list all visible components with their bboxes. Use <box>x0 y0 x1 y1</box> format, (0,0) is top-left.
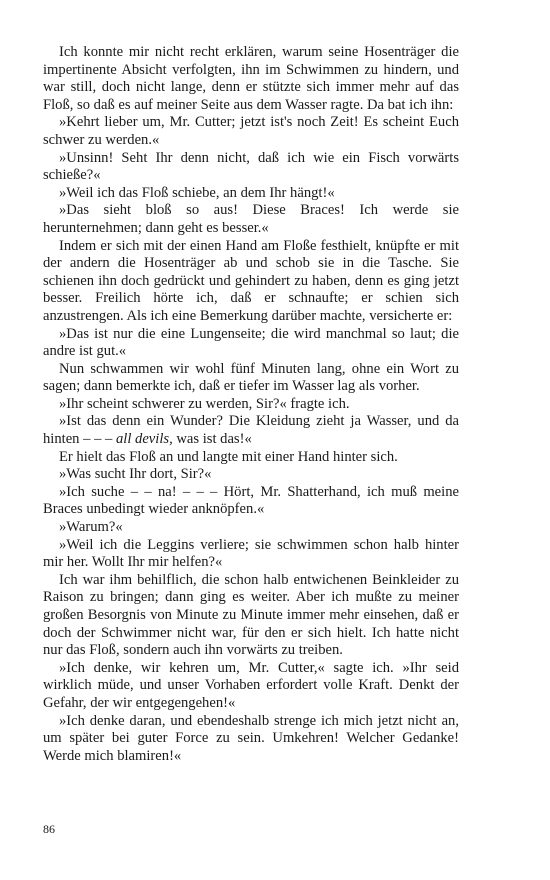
paragraph: »Weil ich die Leggins verliere; sie schwimmen schon halb hinter mir her. Wollt Ihr mir helfen?« <box>43 536 459 571</box>
paragraph: »Weil ich das Floß schiebe, an dem Ihr hängt!« <box>59 184 335 201</box>
paragraph: »Ich denke, wir kehren um, Mr. Cutter,« sagte ich. »Ihr seid wirklich müde, und unser Vorhaben erfordert volle Kraft. Denkt der Gefahr, der wir entgegengehen!« <box>43 659 459 711</box>
italic-phrase: all devils, <box>115 431 173 448</box>
paragraph: Er hielt das Floß an und langte mit einer Hand hinter sich. <box>59 448 398 465</box>
paragraph <box>43 413 459 448</box>
paragraph-text: was ist das!« <box>172 431 252 448</box>
page-number: 86 <box>43 822 55 836</box>
paragraph-text: »Ist das denn ein Wunder? Die Kleidung zieht ja Wasser, und da hinten – – – <box>43 413 459 448</box>
paragraph: Indem er sich mit der einen Hand am Floße festhielt, knüpfte er mit der andern die Hosenträger ab und schob sie in die Tasche. Sie schienen ihn doch gedrückt und gehindert zu haben, denn es ging jetzt besser. Freilich hörte ich, daß er schnaufte; er schien sich anzustrengen. Als ich eine Bemerkung darüber machte, versicherte er: <box>43 237 459 324</box>
paragraph: »Ich suche – – na! – – – Hört, Mr. Shatterhand, ich muß meine Braces unbedingt wieder anknöpfen.« <box>43 483 459 518</box>
paragraph: »Ihr scheint schwerer zu werden, Sir?« fragte ich. <box>59 395 350 412</box>
paragraph: »Warum?« <box>59 519 123 536</box>
paragraph: »Was sucht Ihr dort, Sir?« <box>59 466 212 483</box>
paragraph: Ich war ihm behilflich, die schon halb entwichenen Beinkleider zu Raison zu bringen; dann ging es weiter. Aber ich mußte zu meiner großen Besorgnis von Minute zu Minute immer mehr einsehen, daß er doch der Schwimmer nicht war, für den er sich hielt. Ich hatte nicht nur das Floß, sondern auch ihn vorwärts zu treiben. <box>43 571 459 659</box>
book-page-body <box>43 44 459 765</box>
paragraph: »Unsinn! Seht Ihr denn nicht, daß ich wie ein Fisch vorwärts schieße?« <box>43 149 459 184</box>
paragraph: Ich konnte mir nicht recht erklären, warum seine Hosenträger die impertinente Absicht verfolgten, ihn im Schwimmen zu hindern, und war still, doch nicht lange, denn er stützte sich immer mehr auf das Floß, so daß es auf meiner Seite aus dem Wasser ragte. Da bat ich ihn: <box>43 44 459 113</box>
paragraph: »Ich denke daran, und ebendeshalb strenge ich mich jetzt nicht an, um später bei guter Force zu sein. Umkehren! Welcher Gedanke! Werde mich blamiren!« <box>43 712 459 764</box>
paragraph: »Kehrt lieber um, Mr. Cutter; jetzt ist's noch Zeit! Es scheint Euch schwer zu werden.« <box>43 114 459 148</box>
paragraph: »Das ist nur die eine Lungenseite; die wird manchmal so laut; die andre ist gut.« <box>43 325 459 360</box>
paragraph: »Das sieht bloß so aus! Diese Braces! Ich werde sie herunternehmen; dann geht es besser.« <box>43 202 459 236</box>
paragraph: Nun schwammen wir wohl fünf Minuten lang, ohne ein Wort zu sagen; dann bemerkte ich, daß er tiefer im Wasser lag als vorher. <box>43 360 459 395</box>
